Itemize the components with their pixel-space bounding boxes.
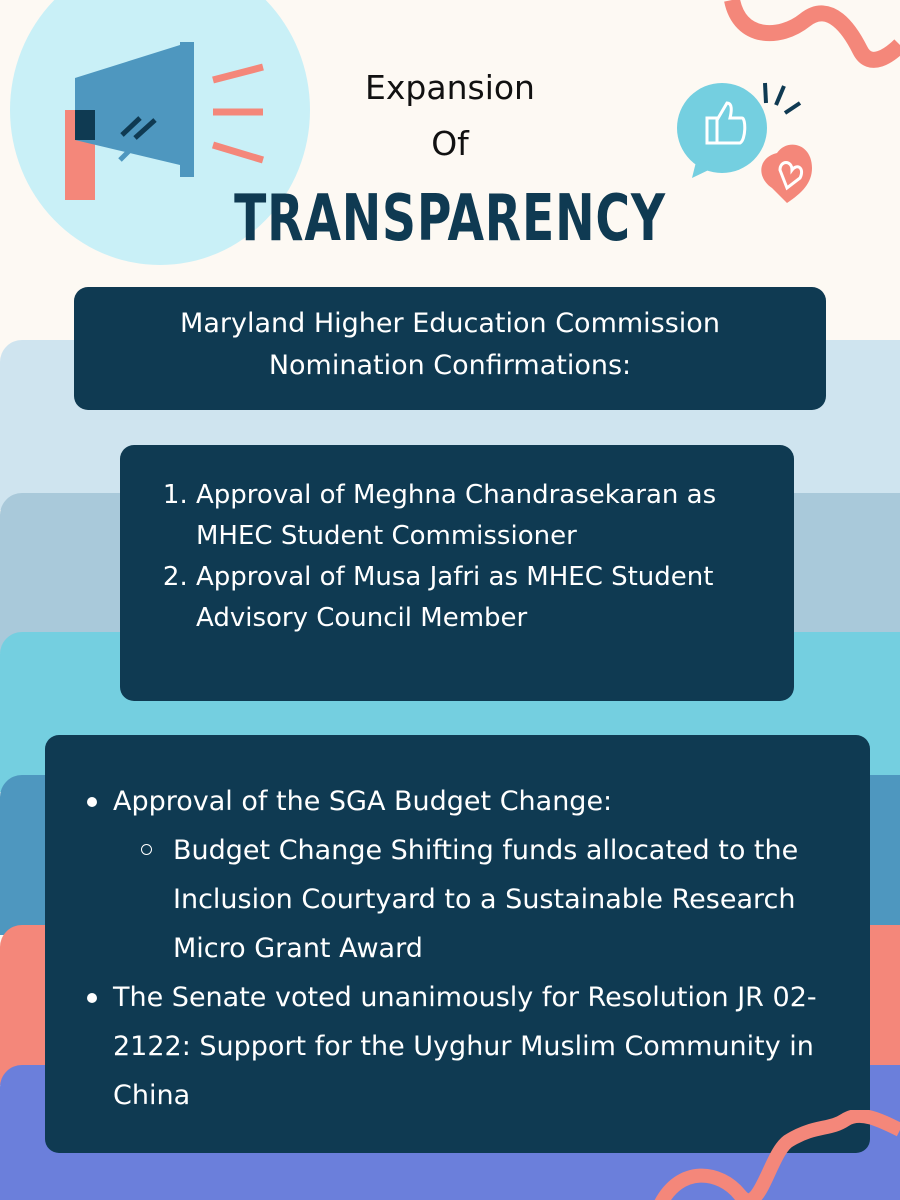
header-line-expansion: Expansion bbox=[365, 68, 535, 107]
mhec-heading-line2: Nomination Confirmations: bbox=[268, 350, 632, 381]
sub-list-item: Budget Change Shifting funds allocated to the Inclusion Courtyard to a Sustainable Research Micro Grant Award bbox=[173, 826, 840, 973]
sub-list bbox=[113, 826, 840, 973]
list-item-text: Approval of the SGA Budget Change: bbox=[113, 786, 613, 817]
list-item: 2. Approval of Musa Jafri as MHEC Student Advisory Council Member bbox=[196, 557, 794, 639]
squiggle-bottom-icon bbox=[640, 1110, 900, 1200]
updates-list bbox=[113, 777, 840, 1120]
mhec-heading-line1: Maryland Higher Education Commission bbox=[180, 308, 720, 339]
nominations-box bbox=[120, 445, 794, 701]
list-item: 1. Approval of Meghna Chandrasekaran as MHEC Student Commissioner bbox=[196, 475, 794, 557]
updates-box bbox=[45, 735, 870, 1153]
mhec-heading-box bbox=[74, 287, 826, 410]
page-title: TRANSPARENCY bbox=[234, 182, 666, 256]
list-item bbox=[113, 777, 840, 973]
nominations-list bbox=[158, 475, 794, 639]
header-line-of: Of bbox=[431, 124, 469, 163]
list-item: The Senate voted unanimously for Resolution JR 02-2122: Support for the Uyghur Muslim Community in China bbox=[113, 973, 840, 1120]
